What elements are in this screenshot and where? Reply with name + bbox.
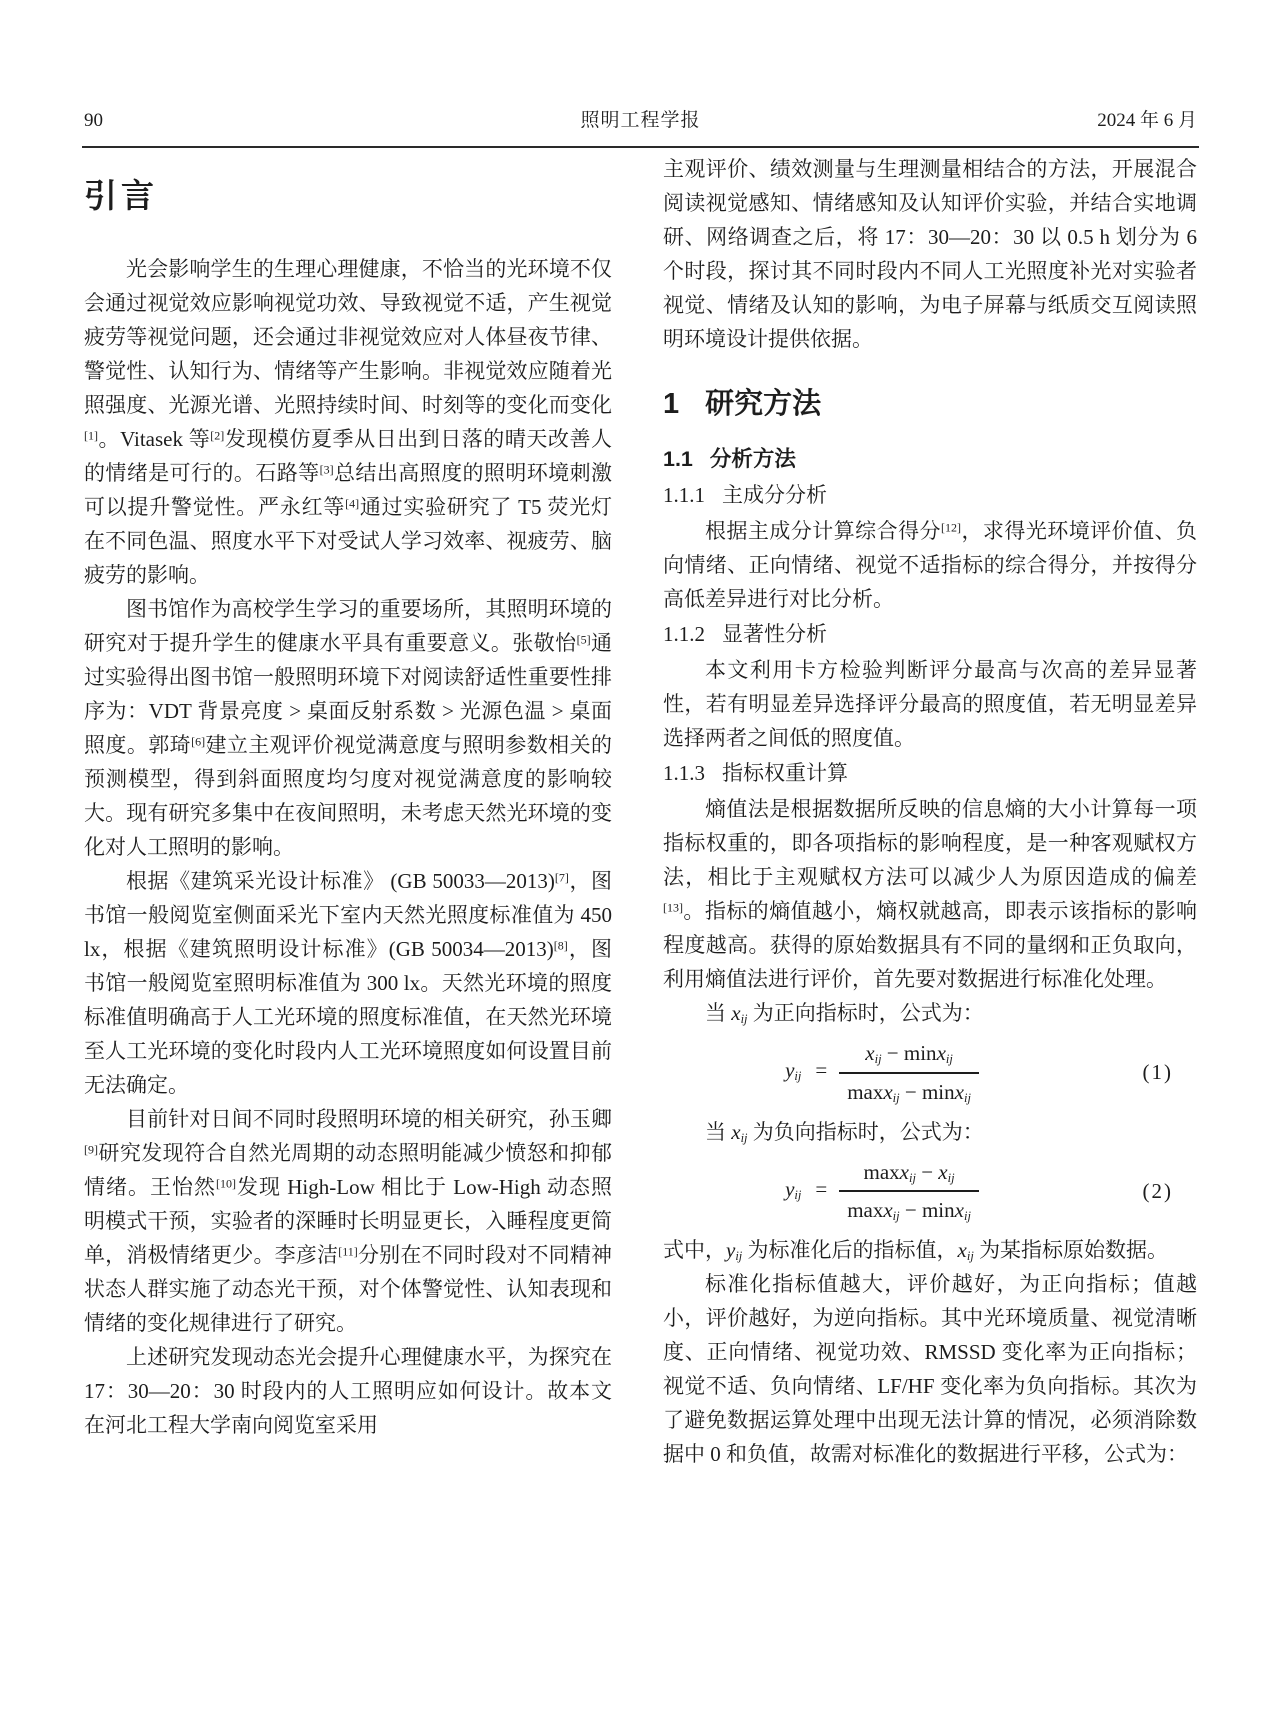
math-subscript: ij (947, 1170, 955, 1185)
body-paragraph: 当 $x_{ij}$ 为负向指标时，公式为： (705, 1119, 984, 1145)
math-subscript: ij (966, 1249, 974, 1264)
math-variable: y (785, 1176, 795, 1201)
fraction-numerator: $x_{ij} - \min x_{ij}$ (839, 1040, 979, 1073)
equals-sign: = (815, 1176, 828, 1201)
body-paragraph: 熵值法是根据数据所反映的信息熵的大小计算每一项指标权重的，即各项指标的影响程度，是一种客观赋权方法，相比于主观赋权方法可以减少人为原因造成的偏差[13]。指标的熵值越小，熵权就越高，即表示该指标的影响程度越高。获得的原始数据具有不同的量纲和正负取向，利用熵值法进行评价，首先要对数据进行标准化处理。 (663, 797, 1197, 992)
math-subscript: ij (794, 1187, 802, 1202)
subsubsection-heading-number: 1.1.2 (663, 622, 705, 647)
math-subscript: ij (909, 1170, 916, 1185)
math-subscript: ij (963, 1090, 971, 1105)
page-header (84, 108, 1197, 134)
equation-lhs (785, 1177, 801, 1201)
reference-superscript: [13] (663, 900, 683, 915)
equation (663, 1040, 1197, 1105)
reference-superscript: [12] (941, 520, 961, 535)
math-variable: x (899, 1159, 909, 1184)
equation-expression (663, 1159, 1103, 1224)
math-variable: y (726, 1238, 736, 1263)
fraction-numerator: $\max x_{ij} - x_{ij}$ (839, 1159, 979, 1192)
reference-superscript: [3] (319, 462, 334, 476)
body-paragraph: 图书馆作为高校学生学习的重要场所，其照明环境的研究对于提升学生的健康水平具有重要意义。张敬怡[5]通过实验得出图书馆一般照明环境下对阅读舒适性重要性排序为：VDT 背景亮度 > 桌面反射系数 > 光源色温 > 桌面照度。郭琦[6]建立主观评价视觉满意度与照明参数相关的预测模型，得到斜面照度均匀度对视觉满意度的影响较大。现有研究多集中在夜间照明，未考虑天然光环境的变化对人工照明的影响。 (84, 596, 613, 859)
math-variable: x (954, 1198, 964, 1222)
math-variable: x (731, 1119, 741, 1144)
body-paragraph: 式中，$y_{ij}$ 为标准化后的指标值，$x_{ij}$ 为某指标原始数据。 (663, 1238, 1169, 1264)
subsection-heading-number: 1.1 (663, 447, 693, 472)
math-variable: x (731, 1001, 741, 1026)
subsection-heading-title: 分析方法 (709, 447, 796, 472)
subsection-heading (663, 444, 1197, 474)
equals-sign: = (815, 1058, 828, 1083)
math-variable: x (936, 1041, 946, 1066)
reference-superscript: [11] (338, 1244, 358, 1258)
math-variable: x (883, 1079, 893, 1104)
math-variable: x (883, 1198, 893, 1222)
fraction (839, 1159, 979, 1224)
subsubsection-heading-number: 1.1.3 (663, 761, 705, 786)
subsubsection-heading (663, 619, 1197, 650)
header-divider (82, 146, 1199, 148)
body-paragraph: 当 $x_{ij}$ 为正向指标时，公式为： (705, 1001, 984, 1027)
page-number: 90 (84, 110, 103, 131)
body-paragraph: 目前针对日间不同时段照明环境的相关研究，孙玉卿[9]研究发现符合自然光周期的动态照明能减少愤怒和抑郁情绪。王怡然[10]发现 High-Low 相比于 Low-High 动态照明模式干预，实验者的深睡时长明显更长，入睡程度更简单，消极情绪更少。李彦洁[11]分别在不同时段对不同精神状态人群实施了动态光干预，对个体警觉性、认知表现和情绪的变化规律进行了研究。 (84, 1106, 613, 1335)
subsubsection-heading-title: 显著性分析 (722, 622, 827, 647)
body-paragraph: 根据《建筑采光设计标准》 (GB 50033—2013)[7]，图书馆一般阅览室侧面采光下室内天然光照度标准值为 450 lx，根据《建筑照明设计标准》(GB 50034—2013)[8]，图书馆一般阅览室照明标准值为 300 lx。天然光环境的照度标准值明确高于人工光环境的照度标准值，在天然光环境至人工光环境的变化时段内人工光环境照度如何设置目前无法确定。 (84, 868, 613, 1097)
equation-number: (1) (1142, 1060, 1173, 1085)
math-subscript: ij (794, 1069, 802, 1084)
math-subscript: ij (892, 1090, 900, 1105)
math-variable: x (957, 1238, 967, 1263)
article-body (84, 152, 1197, 1471)
reference-superscript: [6] (191, 734, 206, 748)
reference-superscript: [5] (576, 632, 591, 646)
subsubsection-heading (663, 758, 1197, 789)
reference-superscript: [8] (553, 938, 568, 952)
reference-superscript: [2] (210, 428, 225, 442)
fraction-denominator: maxx$_{ij}$ − minx$_{ij}$ (847, 1198, 971, 1224)
subsubsection-heading-title: 主成分分析 (722, 483, 827, 508)
fraction (839, 1040, 979, 1105)
reference-superscript: [7] (554, 870, 569, 884)
math-subscript: ij (740, 1012, 748, 1027)
reference-superscript: [9] (84, 1142, 98, 1156)
subsubsection-heading (663, 480, 1197, 511)
body-paragraph: 主观评价、绩效测量与生理测量相结合的方法，开展混合阅读视觉感知、情绪感知及认知评价实验，并结合实地调研、网络调查之后，将 17：30—20：30 以 0.5 h 划分为 6 个时段，探讨其不同时段内不同人工光照度补光对实验者视觉、情绪及认知的影响，为电子屏幕与纸质交互阅读照明环境设计提供依据。 (663, 157, 1197, 351)
chapter-heading: 引言 (84, 177, 158, 214)
right-column (663, 152, 1197, 1471)
math-variable: y (785, 1058, 795, 1083)
math-subscript: ij (735, 1249, 743, 1264)
math-variable: x (938, 1159, 948, 1184)
reference-superscript: [10] (216, 1176, 237, 1190)
fraction-denominator: maxx$_{ij}$ − minx$_{ij}$ (847, 1079, 971, 1105)
subsubsection-heading-number: 1.1.1 (663, 483, 705, 508)
math-variable: x (954, 1079, 964, 1104)
subsubsection-heading-title: 指标权重计算 (722, 761, 848, 786)
reference-superscript: [4] (345, 496, 360, 510)
math-subscript: ij (892, 1209, 900, 1224)
math-variable: x (865, 1041, 875, 1066)
body-paragraph: 本文利用卡方检验判断评分最高与次高的差异显著性，若有明显差异选择评分最高的照度值，若无明显差异选择两者之间低的照度值。 (663, 658, 1197, 751)
body-paragraph: 标准化指标值越大，评价越好，为正向指标；值越小，评价越好，为逆向指标。其中光环境质量、视觉清晰度、正向情绪、视觉功效、RMSSD 变化率为正向指标；视觉不适、负向情绪、LF/HF 变化率为负向指标。其次为了避免数据运算处理中出现无法计算的情况，必须消除数据中 0 和负值，故需对标准化的数据进行平移，公式为： (663, 1272, 1197, 1467)
equation-number: (2) (1142, 1178, 1173, 1203)
body-paragraph: 上述研究发现动态光会提升心理健康水平，为探究在 17：30—20：30 时段内的人工照明应如何设计。故本文在河北工程大学南向阅览室采用 (84, 1344, 612, 1437)
equation (663, 1159, 1197, 1224)
body-paragraph: 光会影响学生的生理心理健康，不恰当的光环境不仅会通过视觉效应影响视觉功效、导致视觉不适，产生视觉疲劳等视觉问题，还会通过非视觉效应对人体昼夜节律、警觉性、认知行为、情绪等产生影响。非视觉效应随着光照强度、光源光谱、光照持续时间、时刻等的变化而变化[1]。Vitasek 等[2]发现模仿夏季从日出到日落的晴天改善人的情绪是可行的。石路等[3]总结出高照度的照明环境刺激可以提升警觉性。严永红等[4]通过实验研究了 T5 荧光灯在不同色温、照度水平下对受试人学习效率、视疲劳、脑疲劳的影响。 (84, 256, 613, 587)
issue-date: 2024 年 6 月 (1097, 110, 1197, 131)
section-heading (663, 386, 1197, 422)
journal-title: 照明工程学报 (580, 110, 701, 131)
left-column (84, 152, 612, 1471)
equation-lhs (785, 1058, 801, 1082)
reference-superscript: [1] (84, 428, 98, 442)
section-heading-number: 1 (663, 388, 680, 420)
math-subscript: ij (963, 1209, 971, 1224)
math-subscript: ij (945, 1052, 953, 1067)
body-paragraph: 根据主成分计算综合得分[12]，求得光环境评价值、负向情绪、正向情绪、视觉不适指标的综合得分，并按得分高低差异进行对比分析。 (663, 519, 1197, 612)
math-subscript: ij (874, 1052, 882, 1067)
section-heading-title: 研究方法 (705, 388, 822, 420)
equation-expression (663, 1040, 1103, 1105)
math-subscript: ij (740, 1130, 748, 1145)
